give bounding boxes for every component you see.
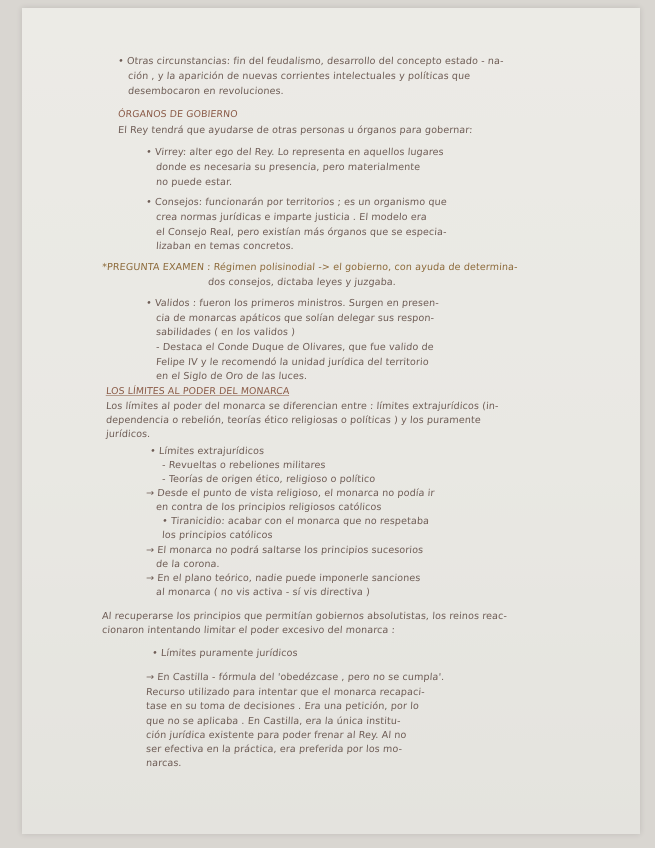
text-line: • Virrey: alter ego del Rey. Lo representa en aquellos lugares bbox=[145, 147, 445, 158]
text-line: • Límites extrajurídicos bbox=[149, 446, 265, 457]
text-line: ción jurídica existente para poder frenar al Rey. Al no bbox=[145, 730, 407, 741]
text-line: tase en su toma de decisiones . Era una petición, por lo bbox=[145, 701, 420, 712]
text-line: en contra de los principios religiosos católicos bbox=[155, 502, 382, 513]
text-line: narcas. bbox=[145, 758, 183, 769]
text-line: → En Castilla - fórmula del 'obedézcase , pero no se cumpla'. bbox=[145, 672, 445, 683]
text-line: no puede estar. bbox=[155, 177, 233, 188]
text-line: de la corona. bbox=[155, 559, 221, 570]
text-line: sabilidades ( en los validos ) bbox=[155, 327, 296, 338]
text-line: - Teorías de origen ético, religioso o político bbox=[161, 474, 376, 485]
text-line: los principios católicos bbox=[161, 530, 274, 541]
text-line: • Consejos: funcionarán por territorios ; es un organismo que bbox=[145, 197, 448, 208]
text-line: ser efectiva en la práctica, era preferida por los mo- bbox=[145, 744, 403, 755]
text-line: crea normas jurídicas e imparte justicia . El modelo era bbox=[155, 212, 428, 223]
section-heading: LOS LÍMITES AL PODER DEL MONARCA bbox=[105, 386, 290, 397]
text-line: El Rey tendrá que ayudarse de otras personas u órganos para gobernar: bbox=[117, 125, 473, 136]
text-line: dependencia o rebelión, teorías ético religiosas o políticas ) y los puramente bbox=[105, 415, 482, 426]
notebook-page bbox=[22, 8, 640, 834]
text-line: - Destaca el Conde Duque de Olivares, que fue valido de bbox=[155, 342, 435, 353]
text-line: → El monarca no podrá saltarse los principios sucesorios bbox=[145, 545, 424, 556]
text-line: dos consejos, dictaba leyes y juzgaba. bbox=[207, 277, 397, 288]
text-line: Felipe IV y le recomendó la unidad jurídica del territorio bbox=[155, 357, 430, 368]
text-line: ción , y la aparición de nuevas corrientes intelectuales y políticas que bbox=[127, 71, 471, 82]
text-line: el Consejo Real, pero existían más órganos que se especia- bbox=[155, 227, 448, 238]
text-line: jurídicos. bbox=[105, 429, 151, 440]
text-line: al monarca ( no vis activa - sí vis directiva ) bbox=[155, 587, 371, 598]
text-line: lizaban en temas concretos. bbox=[155, 241, 295, 252]
text-line: Al recuperarse los principios que permitían gobiernos absolutistas, los reinos reac- bbox=[101, 611, 508, 622]
text-line: → Desde el punto de vista religioso, el monarca no podía ir bbox=[145, 488, 435, 499]
text-line: en el Siglo de Oro de las luces. bbox=[155, 371, 308, 382]
text-line: - Revueltas o rebeliones militares bbox=[161, 460, 326, 471]
text-line: cionaron intentando limitar el poder excesivo del monarca : bbox=[101, 625, 396, 636]
text-line: cia de monarcas apáticos que solían delegar sus respon- bbox=[155, 313, 435, 324]
text-line: que no se aplicaba . En Castilla, era la única institu- bbox=[145, 716, 401, 727]
text-line: Los límites al poder del monarca se diferencian entre : límites extrajurídicos (in- bbox=[105, 401, 499, 412]
text-line: • Límites puramente jurídicos bbox=[151, 648, 299, 659]
text-line: • Validos : fueron los primeros ministros. Surgen en presen- bbox=[145, 298, 440, 309]
section-heading: ÓRGANOS DE GOBIERNO bbox=[117, 109, 239, 120]
text-line: → En el plano teórico, nadie puede imponerle sanciones bbox=[145, 573, 421, 584]
exam-note: *PREGUNTA EXAMEN : Régimen polisinodial -> el gobierno, con ayuda de determina- bbox=[101, 262, 519, 273]
text-line: Recurso utilizado para intentar que el monarca recapaci- bbox=[145, 687, 426, 698]
text-line: • Otras circunstancias: fin del feudalismo, desarrollo del concepto estado - na- bbox=[117, 56, 504, 67]
text-line: desembocaron en revoluciones. bbox=[127, 86, 285, 97]
text-line: donde es necesaria su presencia, pero materialmente bbox=[155, 162, 421, 173]
text-line: • Tiranicidio: acabar con el monarca que no respetaba bbox=[161, 516, 430, 527]
